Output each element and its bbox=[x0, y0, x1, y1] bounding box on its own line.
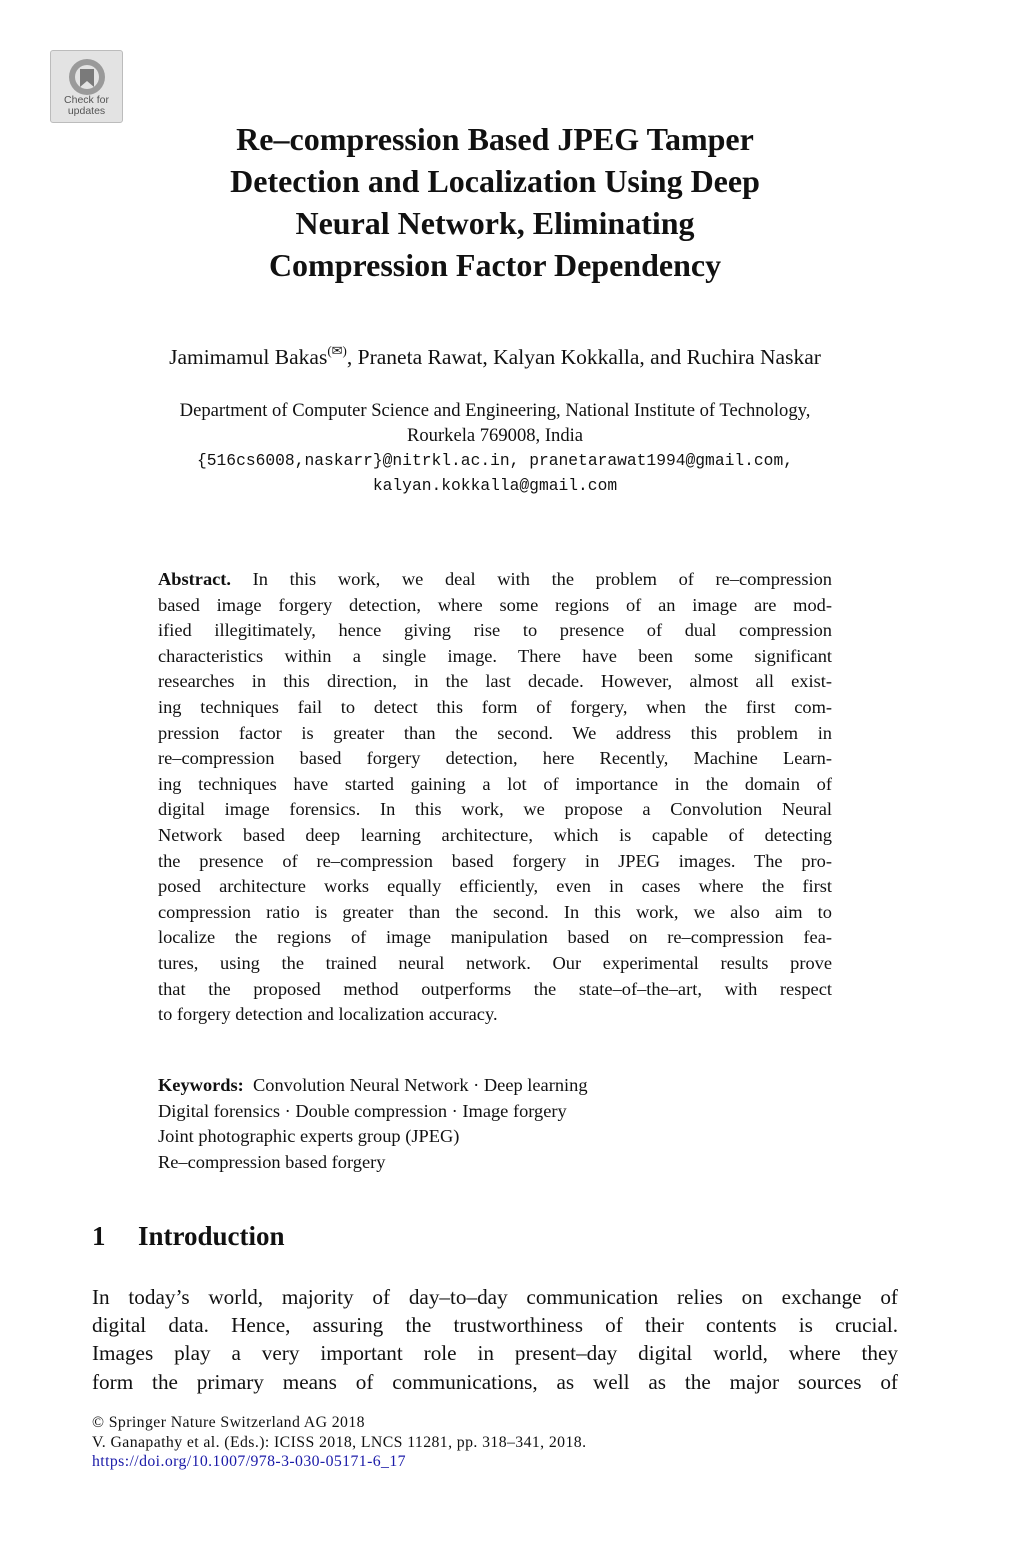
intro-line: digital data. Hence, assuring the trustworthiness of their contents is crucial. bbox=[92, 1313, 898, 1338]
email-line-2: kalyan.kokkalla@gmail.com bbox=[372, 476, 618, 495]
author-corresponding: Jamimamul Bakas bbox=[169, 345, 328, 369]
abstract bbox=[158, 567, 832, 1028]
intro-line: Images play a very important role in present–day digital world, where they bbox=[92, 1341, 898, 1366]
author-others: , Praneta Rawat, Kalyan Kokkalla, and Ruchira Naskar bbox=[346, 345, 821, 369]
keywords-line-2: Digital forensics · Double compression · Image forgery bbox=[158, 1100, 567, 1121]
badge-line-1: Check for bbox=[64, 94, 109, 106]
affiliation-line-1: Department of Computer Science and Engineering, National Institute of Technology, bbox=[179, 400, 811, 421]
title-line-1: Re–compression Based JPEG Tamper bbox=[236, 121, 754, 157]
title-line-3: Neural Network, Eliminating bbox=[295, 205, 695, 241]
check-for-updates-badge[interactable] bbox=[50, 50, 123, 123]
citation: V. Ganapathy et al. (Eds.): ICISS 2018, LNCS 11281, pp. 318–341, 2018. bbox=[92, 1433, 587, 1451]
doi-link[interactable]: https://doi.org/10.1007/978-3-030-05171-6_17 bbox=[92, 1453, 406, 1470]
abstract-line bbox=[158, 567, 832, 593]
paper-title bbox=[120, 118, 870, 286]
author-list bbox=[0, 343, 990, 370]
title-line-4: Compression Factor Dependency bbox=[268, 247, 722, 283]
footer bbox=[92, 1413, 586, 1472]
affiliation-line-2: Rourkela 769008, India bbox=[406, 425, 584, 446]
abstract-line: re–compression based forgery detection, here Recently, Machine Learn- bbox=[158, 748, 832, 769]
keywords-text: Convolution Neural Network · Deep learning bbox=[253, 1075, 588, 1095]
email-line-1: {516cs6008,naskarr}@nitrkl.ac.in, pranetarawat1994@gmail.com, bbox=[197, 451, 793, 470]
keywords-line-4: Re–compression based forgery bbox=[158, 1151, 386, 1172]
intro-line: In today’s world, majority of day–to–day communication relies on exchange of bbox=[92, 1285, 898, 1309]
badge-line-2: updates bbox=[67, 105, 106, 117]
abstract-line: the presence of re–compression based forgery in JPEG images. The pro- bbox=[158, 850, 832, 871]
abstract-line: ing techniques have started gaining a lot of importance in the domain of bbox=[158, 773, 832, 794]
affiliation bbox=[0, 398, 990, 498]
abstract-line: researches in this direction, in the last decade. However, almost all exist- bbox=[158, 671, 832, 692]
abstract-line: ified illegitimately, hence giving rise to presence of dual compression bbox=[158, 620, 832, 641]
copyright-notice: © Springer Nature Switzerland AG 2018 bbox=[92, 1414, 365, 1431]
abstract-line: that the proposed method outperforms the state–of–the–art, with respect bbox=[158, 978, 832, 999]
abstract-line: digital image forensics. In this work, we propose a Convolution Neural bbox=[158, 799, 832, 820]
abstract-line: ing techniques fail to detect this form of forgery, when the first com- bbox=[158, 696, 832, 717]
keywords-label: Keywords: bbox=[158, 1075, 244, 1095]
section-number: 1 bbox=[92, 1221, 106, 1251]
abstract-line: posed architecture works equally efficiently, even in cases where the first bbox=[158, 876, 832, 897]
abstract-line: localize the regions of image manipulation based on re–compression fea- bbox=[158, 927, 832, 948]
abstract-line: compression ratio is greater than the second. In this work, we also aim to bbox=[158, 901, 832, 922]
section-heading bbox=[92, 1221, 285, 1252]
abstract-line: Network based deep learning architecture, which is capable of detecting bbox=[158, 824, 832, 845]
abstract-line: characteristics within a single image. There have been some significant bbox=[158, 645, 832, 666]
check-for-updates-icon bbox=[67, 57, 107, 97]
abstract-line: to forgery detection and localization accuracy. bbox=[158, 1004, 498, 1025]
abstract-line: tures, using the trained neural network. Our experimental results prove bbox=[158, 952, 832, 973]
section-title: Introduction bbox=[138, 1221, 285, 1251]
introduction-paragraph bbox=[92, 1283, 898, 1396]
abstract-label: Abstract. bbox=[158, 569, 232, 589]
abstract-line: based image forgery detection, where some regions of an image are mod- bbox=[158, 594, 832, 615]
intro-line: form the primary means of communications, as well as the major sources of bbox=[92, 1369, 898, 1394]
title-line-2: Detection and Localization Using Deep bbox=[230, 163, 760, 199]
keywords bbox=[158, 1073, 588, 1175]
abstract-text: In this work, we deal with the problem of re–compression bbox=[231, 569, 832, 589]
abstract-line: pression factor is greater than the second. We address this problem in bbox=[158, 722, 832, 743]
envelope-icon: (✉) bbox=[327, 343, 347, 358]
keywords-line-3: Joint photographic experts group (JPEG) bbox=[158, 1126, 460, 1147]
keywords-line-1 bbox=[158, 1073, 588, 1099]
badge-label bbox=[51, 95, 122, 117]
